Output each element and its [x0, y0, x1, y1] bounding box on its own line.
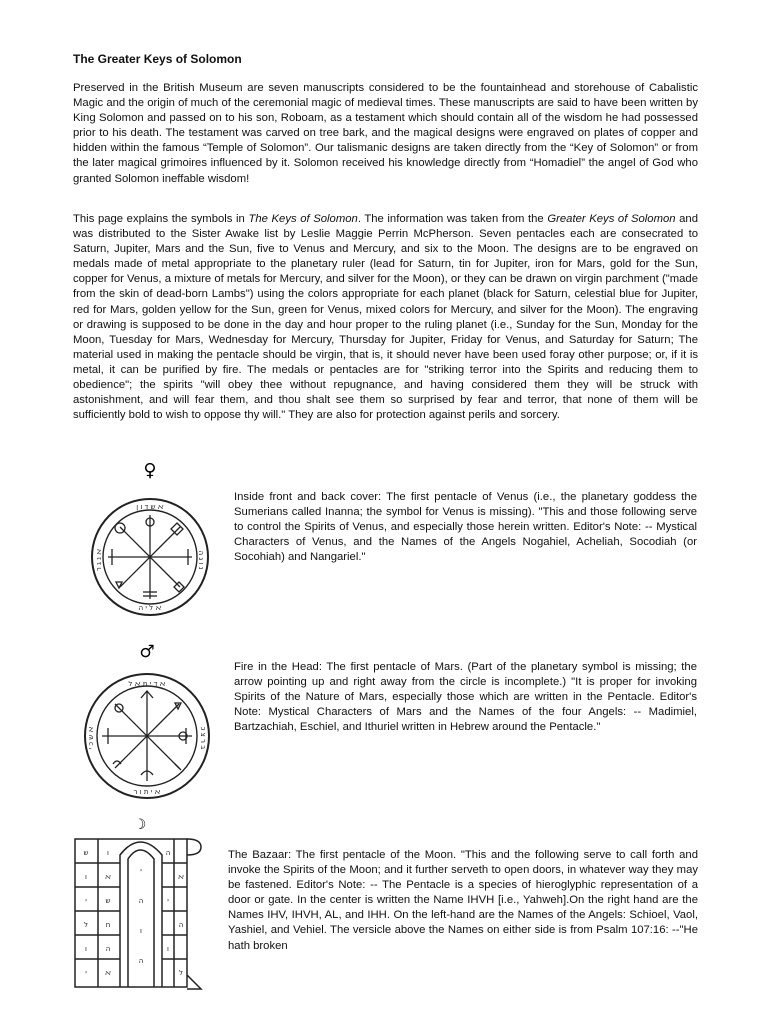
svg-text:ו: ו — [107, 849, 109, 857]
svg-text:י: י — [85, 969, 87, 977]
paragraph-text: . The information was taken from the — [357, 213, 548, 225]
svg-text:ה: ה — [165, 849, 171, 857]
book-title-italic: The Keys of Solomon — [248, 213, 358, 225]
svg-text:ב ר צ כ: ב ר צ כ — [199, 726, 207, 750]
moon-symbol: ☽ — [133, 817, 147, 833]
mars-caption: Fire in the Head: The first pentacle of Mars. (Part of the planetary symbol is missing; the arrow pointing up and right away from the circle is incomplete.) "It is proper for invoking Spirits of the Nature of Mars, especially those which are written in the Pentacle. Editor's Note: Mystical Characters of Mars and the Names of the four Angels: -- Madimiel, Bartzachiah, Eschiel, and Ithuriel written in Hebrew around the Pentacle." — [234, 661, 697, 734]
svg-text:ﬡ ש כ י: ﬡ ש כ י — [87, 726, 95, 750]
moon-pentacle-drawing — [70, 815, 215, 995]
svg-text:ח: ח — [105, 921, 111, 929]
moon-caption: The Bazaar: The first pentacle of the Moon. "This and the following serve to call forth and invoke the Spirits of the Moon; and it further serveth to open doors, in whatever way they may be fastened. Editor's Note: -- The Pentacle is a species of hieroglyphic representation of a door or gate. In the center is written the Name IHVH [i.e., Yahweh].On the right hand are the Names IHV, IHVH, AL, and IHH. On the left-hand are the Names of the Angels: Schioel, Vaol, Yashiel, and Vehiel. The versicle above the Names on either side is from Psalm 107:16: --"He hath broken — [228, 849, 698, 952]
svg-text:ﬡ ל י ה: ﬡ ל י ה — [138, 604, 162, 612]
svg-text:ש: ש — [83, 849, 89, 857]
symbols-paragraph — [73, 212, 698, 423]
svg-text:ﬡ י ת ו ר: ﬡ י ת ו ר — [133, 788, 161, 796]
intro-paragraph: Preserved in the British Museum are seven manuscripts considered to be the fountainhead and storehouse of Cabalistic Magic and the origin of much of the ceremonial magic of medieval times. These manuscripts are said to have been written by King Solomon and passed on to his son, Roboam, as a testament which should contain all of the wisdom he had possessed prior to his death. The testament was carved on tree bark, and the magical designs were engraved on plates of copper and hidden within the famous “Temple of Solomon”. Our talismanic designs are taken directly from the “Key of Solomon” or from the later magical grimoires influenced by it. Solomon received his knowledge directly from “Homadiel” the angel of God who granted Solomon ineffable wisdom! — [73, 82, 698, 185]
svg-text:ﬡ: ﬡ — [105, 873, 111, 881]
svg-text:ו: ו — [140, 927, 142, 935]
mars-pentacle-drawing — [75, 638, 220, 808]
svg-text:ﬡ: ﬡ — [105, 969, 111, 977]
svg-text:ﬡ נ ג ר: ﬡ נ ג ר — [95, 548, 103, 572]
svg-text:ﬡ: ﬡ — [178, 873, 184, 881]
paragraph-text: and was distributed to the Sister Awake list by Leslie Maggie Perrin McPherson. Seven pentacles each are consecrated to Saturn, Jupiter, Mars and the Sun, five to Venus and Mercury, and six to the Moon. The designs are to be engraved on medals made of metal appropriate to the planetary ruler (lead for Saturn, tin for Jupiter, iron for Mars, gold for the Sun, copper for Venus, a mixture of metals for Mercury, and silver for the Moon), or they can be drawn on virgin parchment ("made from the skin of dead-born Lambs") using the colors appropriate for each planet (black for Saturn, celestial blue for Jupiter, red for Mars, golden yellow for the Sun, green for Venus, mixed colors for Mercury, and silver for the Moon). The engraving or drawing is supposed to be done in the day and hour proper to the ruling planet (i.e., Sunday for the Sun, Monday for the Moon, Tuesday for Mars, Wednesday for Mercury, Thursday for Jupiter, Friday for Venus, and Saturday for Saturn; The material used in making the pentacle should be virgin, that is, it should never have been used foray other purpose; or, if it is metal, it can be purified by fire. The medals or pentacles are for "striking terror into the Spirits and reducing them to obedience"; the spirits "will obey thee without repugnance, and having considered them they will be struck with astonishment, and will fear them, and thou shalt see them so surprised by fear and terror, that none of them will be sufficiently bold to wish to oppose thy will." They are also for protection against perils and sorcery. — [73, 213, 698, 422]
svg-text:י: י — [167, 897, 169, 905]
svg-text:י: י — [85, 897, 87, 905]
venus-caption: Inside front and back cover: The first pentacle of Venus (i.e., the planetary goddess the Sumerians called Inanna; the symbol for Venus is missing). "This and those following serve to control the Spirits of Venus, and especially those herein written. Editor's Note: -- Mystical Characters of Venus, and the Names of the Angels Nogahiel, Acheliah, Socodiah (or Socohiah) and Nangariel." — [234, 491, 697, 564]
svg-text:ל: ל — [179, 969, 183, 977]
document-title: The Greater Keys of Solomon — [73, 52, 242, 66]
mars-symbol: ♂ — [139, 642, 155, 662]
svg-text:ש: ש — [105, 897, 111, 905]
venus-pentacle-figure — [85, 460, 215, 620]
svg-text:ה: ה — [138, 897, 144, 905]
svg-text:ה: ה — [178, 921, 184, 929]
svg-text:נ ו ג ה: נ ו ג ה — [197, 550, 205, 570]
svg-text:ﬡ ש ד ו ן: ﬡ ש ד ו ן — [136, 503, 164, 511]
svg-text:ﬡ ד י מ ﬡ ל: ﬡ ד י מ ﬡ ל — [128, 680, 166, 688]
svg-text:ל: ל — [84, 921, 88, 929]
paragraph-text: This page explains the symbols in — [73, 213, 249, 225]
svg-text:ה: ה — [105, 945, 111, 953]
svg-text:ה: ה — [138, 957, 144, 965]
venus-pentacle-drawing — [85, 460, 215, 620]
mars-pentacle-figure — [75, 638, 220, 808]
venus-symbol: ♀ — [143, 460, 157, 481]
svg-text:י: י — [140, 867, 142, 875]
svg-text:ו: ו — [167, 945, 169, 953]
svg-text:ו: ו — [85, 945, 87, 953]
book-title-italic: Greater Keys of Solomon — [547, 213, 676, 225]
moon-pentacle-figure — [70, 815, 215, 995]
svg-text:ו: ו — [85, 873, 87, 881]
